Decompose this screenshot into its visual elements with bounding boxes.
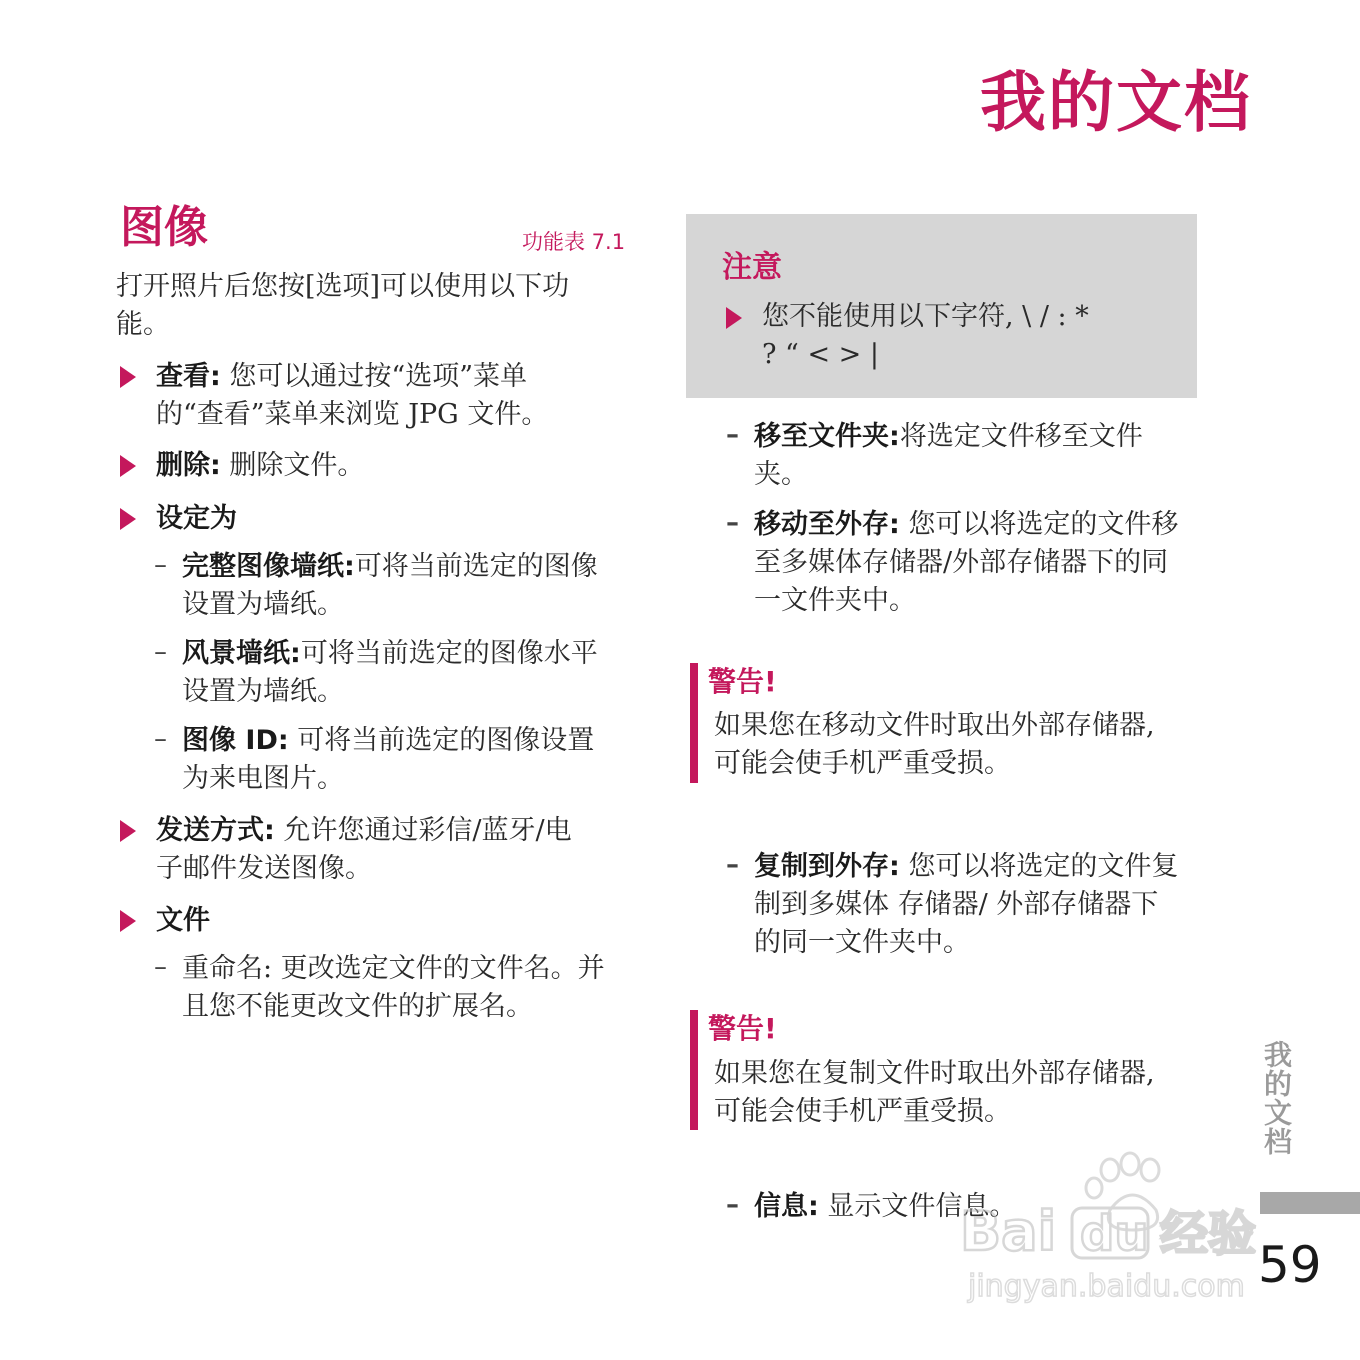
item-view: 查看: 您可以通过按“选项”菜单 的“查看”菜单来浏览 JPG 文件。 [156, 361, 549, 430]
item-send: 发送方式: 允许您通过彩信/蓝牙/电 子邮件发送图像。 [156, 815, 572, 884]
dash-icon: – [154, 637, 167, 667]
side-tab: 我的文档 [1260, 1040, 1293, 1156]
item-delete: 删除: 删除文件。 [156, 450, 365, 481]
item-image-id: 图像 ID: 可将当前选定的图像设置 为来电图片。 [182, 725, 595, 794]
bullet-icon [120, 366, 136, 388]
dash-icon: – [154, 550, 167, 580]
intro-text: 打开照片后您按[选项]可以使用以下功 能。 [116, 271, 570, 340]
dash-icon: – [726, 420, 739, 450]
item-full-wallpaper: 完整图像墙纸:可将当前选定的图像 设置为墙纸。 [182, 551, 598, 620]
bullet-icon [120, 455, 136, 477]
note-text: 您不能使用以下字符, \ / : * ? “ < > | [762, 301, 1089, 370]
svg-text:jingyan.baidu.com: jingyan.baidu.com [968, 1269, 1245, 1304]
bullet-icon [120, 820, 136, 842]
note-title: 注意 [722, 250, 782, 285]
item-copy-external: 复制到外存: 您可以将选定的文件复 制到多媒体 存储器/ 外部存储器下 的同一文件夹中。 [754, 851, 1179, 958]
baidu-watermark-logo [960, 1150, 1290, 1310]
dash-icon: – [154, 724, 167, 754]
item-info: 信息: 显示文件信息。 [754, 1191, 1017, 1222]
svg-text:du: du [1080, 1206, 1149, 1262]
item-move-external: 移动至外存: 您可以将选定的文件移 至多媒体存储器/外部存储器下的同 一文件夹中。 [754, 509, 1179, 616]
page-number: 59 [1258, 1236, 1322, 1294]
item-rename: 重命名: 更改选定文件的文件名。并 且您不能更改文件的扩展名。 [182, 953, 605, 1022]
section-title: 图像 [120, 202, 208, 253]
warning-title: 警告! [708, 1012, 777, 1045]
item-move-folder: 移至文件夹:将选定文件移至文件 夹。 [754, 421, 1143, 490]
dash-icon: – [154, 952, 167, 982]
bullet-icon [120, 508, 136, 530]
bullet-icon [120, 910, 136, 932]
item-setas: 设定为 [156, 503, 237, 534]
section-ref: 功能表 7.1 [522, 230, 626, 254]
dash-icon: – [726, 850, 739, 880]
warning-bar [690, 663, 698, 783]
warning-text: 如果您在复制文件时取出外部存储器, 可能会使手机严重受损。 [714, 1058, 1155, 1127]
dash-icon: – [726, 508, 739, 538]
svg-text:经验: 经验 [1160, 1206, 1257, 1262]
warning-title: 警告! [708, 665, 777, 698]
svg-text:Bai: Bai [960, 1200, 1057, 1263]
page-title: 我的文档 [980, 64, 1252, 141]
item-landscape-wallpaper: 风景墙纸:可将当前选定的图像水平 设置为墙纸。 [182, 638, 598, 707]
bullet-icon [726, 307, 742, 329]
item-file: 文件 [156, 905, 210, 936]
dash-icon: – [726, 1190, 739, 1220]
warning-bar [690, 1010, 698, 1130]
warning-text: 如果您在移动文件时取出外部存储器, 可能会使手机严重受损。 [714, 710, 1155, 779]
